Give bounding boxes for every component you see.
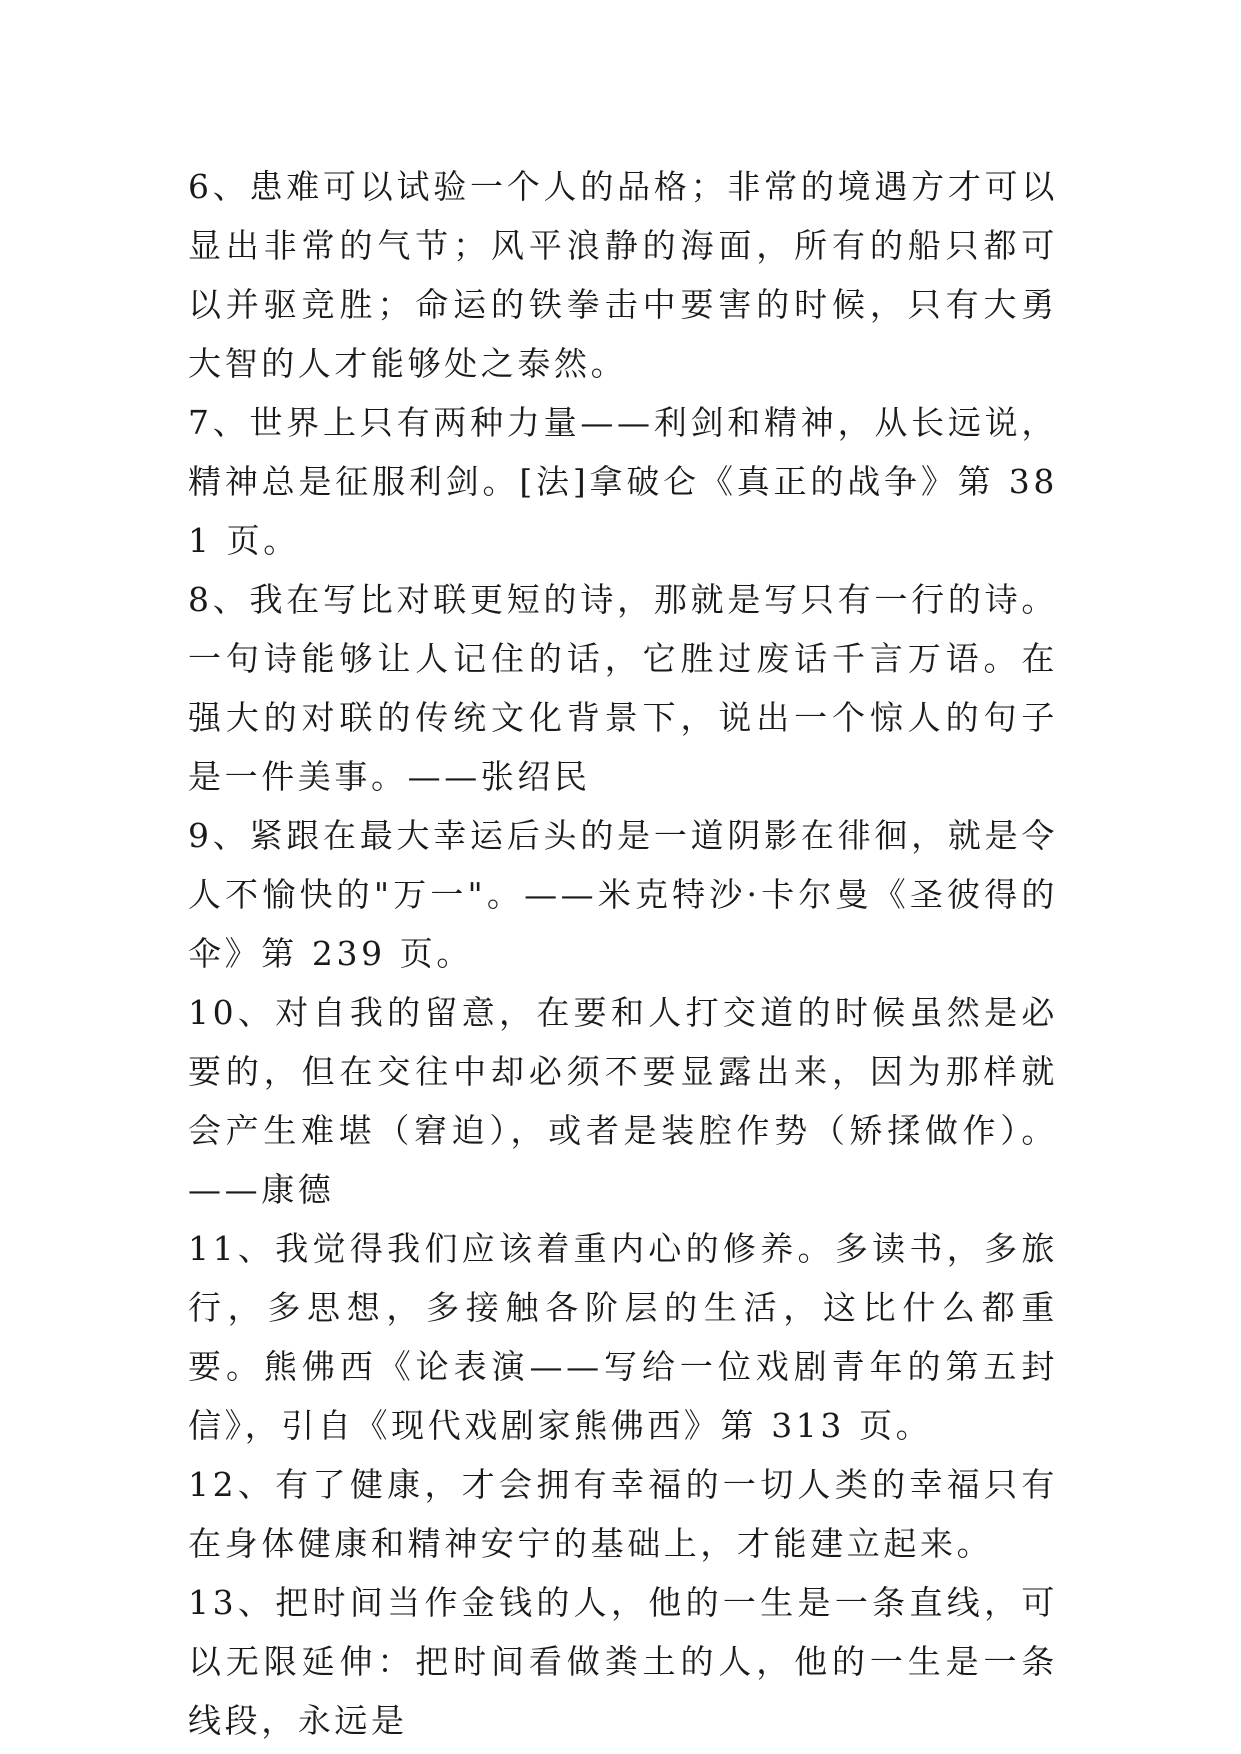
- quote-paragraph-12: 12、有了健康，才会拥有幸福的一切人类的幸福只有在身体健康和精神安宁的基础上，才能建立起来。: [188, 1465, 1058, 1563]
- document-body: [188, 157, 1058, 1750]
- quote-paragraph-11: 11、我觉得我们应该着重内心的修养。多读书，多旅行，多思想，多接触各阶层的生活，这比什么都重要。熊佛西《论表演——写给一位戏剧青年的第五封信》，引自《现代戏剧家熊佛西》第 313 页。: [188, 1229, 1058, 1445]
- quote-paragraph-13: 13、把时间当作金钱的人，他的一生是一条直线，可以无限延伸：把时间看做粪土的人，他的一生是一条线段，永远是: [188, 1583, 1058, 1740]
- quote-paragraph-6: 6、患难可以试验一个人的品格；非常的境遇方才可以显出非常的气节；风平浪静的海面，所有的船只都可以并驱竞胜；命运的铁拳击中要害的时候，只有大勇大智的人才能够处之泰然。: [188, 167, 1058, 383]
- quote-paragraph-8: 8、我在写比对联更短的诗，那就是写只有一行的诗。一句诗能够让人记住的话，它胜过废话千言万语。在强大的对联的传统文化背景下，说出一个惊人的句子是一件美事。——张绍民: [188, 580, 1058, 796]
- quote-paragraph-9: 9、紧跟在最大幸运后头的是一道阴影在徘徊，就是令人不愉快的"万一"。——米克特沙·卡尔曼《圣彼得的伞》第 239 页。: [188, 816, 1058, 973]
- quote-paragraph-7: 7、世界上只有两种力量——利剑和精神，从长远说，精神总是征服利剑。[法]拿破仑《真正的战争》第 381 页。: [188, 403, 1058, 560]
- quote-paragraph-10: 10、对自我的留意，在要和人打交道的时候虽然是必要的，但在交往中却必须不要显露出来，因为那样就会产生难堪（窘迫），或者是装腔作势（矫揉做作）。——康德: [188, 993, 1058, 1209]
